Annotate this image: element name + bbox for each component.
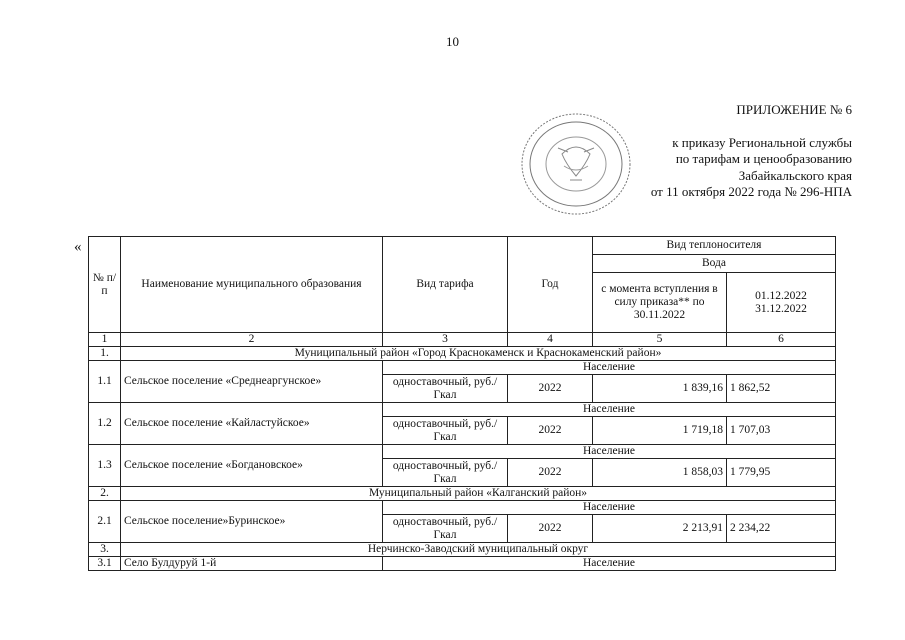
row-tariff: одноставочный, руб./Гкал: [383, 417, 508, 445]
row-municipality: Сельское поселение «Кайластуйское»: [121, 403, 383, 445]
row-tariff: одноставочный, руб./Гкал: [383, 459, 508, 487]
row-value-1: 2 213,91: [593, 515, 727, 543]
tariff-table: [88, 236, 836, 571]
row-value-1: 1 858,03: [593, 459, 727, 487]
table-row: [89, 501, 836, 515]
header-carrier: Вид теплоносителя: [593, 237, 836, 255]
header-municipality: Наименование муниципального образования: [121, 237, 383, 333]
opening-quote-mark: «: [74, 239, 82, 255]
col-number: 3: [383, 333, 508, 347]
section-row: [89, 543, 836, 557]
row-group: Население: [383, 403, 836, 417]
row-num: 1.1: [89, 361, 121, 403]
row-year: 2022: [508, 459, 593, 487]
row-num: 3.1: [89, 557, 121, 571]
row-num: 1.2: [89, 403, 121, 445]
row-group: Население: [383, 557, 836, 571]
row-value-2: 2 234,22: [727, 515, 836, 543]
section-title: Муниципальный район «Город Краснокаменск и Краснокаменский район»: [121, 347, 836, 361]
row-tariff: одноставочный, руб./Гкал: [383, 515, 508, 543]
table-row: [89, 557, 836, 571]
header-num: № п/п: [89, 237, 121, 333]
row-num: 2.1: [89, 501, 121, 543]
table-row: [89, 445, 836, 459]
row-value-1: 1 719,18: [593, 417, 727, 445]
row-year: 2022: [508, 515, 593, 543]
row-group: Население: [383, 361, 836, 375]
row-value-2: 1 779,95: [727, 459, 836, 487]
section-row: [89, 347, 836, 361]
header-period-1: с момента вступления в силу приказа** по 30.11.2022: [593, 273, 727, 333]
header-period-2-from: 01.12.2022: [755, 289, 807, 302]
col-number: 6: [727, 333, 836, 347]
appendix-title: ПРИЛОЖЕНИЕ № 6: [736, 102, 852, 117]
row-group: Население: [383, 501, 836, 515]
row-num: 1.3: [89, 445, 121, 487]
appendix-line-1: к приказу Региональной службы: [672, 134, 852, 150]
header-year: Год: [508, 237, 593, 333]
section-row: [89, 487, 836, 501]
row-municipality: Сельское поселение «Среднеаргунское»: [121, 361, 383, 403]
row-year: 2022: [508, 417, 593, 445]
column-number-row: [89, 333, 836, 347]
table-row: [89, 361, 836, 375]
row-value-2: 1 862,52: [727, 375, 836, 403]
row-tariff: одноставочный, руб./Гкал: [383, 375, 508, 403]
col-number: 4: [508, 333, 593, 347]
row-municipality: Сельское поселение»Буринское»: [121, 501, 383, 543]
row-value-1: 1 839,16: [593, 375, 727, 403]
page-number: 10: [446, 34, 459, 49]
row-year: 2022: [508, 375, 593, 403]
appendix-line-2: по тарифам и ценообразованию: [675, 151, 852, 166]
col-number: 1: [89, 333, 121, 347]
appendix-line-4: от 11 октября 2022 года № 296-НПА: [650, 184, 852, 199]
row-value-2: 1 707,03: [727, 417, 836, 445]
section-num: 1.: [89, 347, 121, 361]
section-title: Муниципальный район «Калганский район»: [121, 487, 836, 501]
row-municipality: Село Булдуруй 1-й: [121, 557, 383, 571]
appendix-header: [560, 102, 890, 201]
section-num: 2.: [89, 487, 121, 501]
row-group: Население: [383, 445, 836, 459]
table-row: [89, 403, 836, 417]
col-number: 5: [593, 333, 727, 347]
col-number: 2: [121, 333, 383, 347]
section-title: Нерчинско-Заводский муниципальный округ: [121, 543, 836, 557]
section-num: 3.: [89, 543, 121, 557]
header-water: Вода: [593, 255, 836, 273]
header-period-2-to: 31.12.2022: [755, 302, 807, 315]
appendix-line-3: Забайкальского края: [738, 167, 852, 183]
header-tariff-type: Вид тарифа: [383, 237, 508, 333]
row-municipality: Сельское поселение «Богдановское»: [121, 445, 383, 487]
header-period-2: [727, 273, 836, 333]
